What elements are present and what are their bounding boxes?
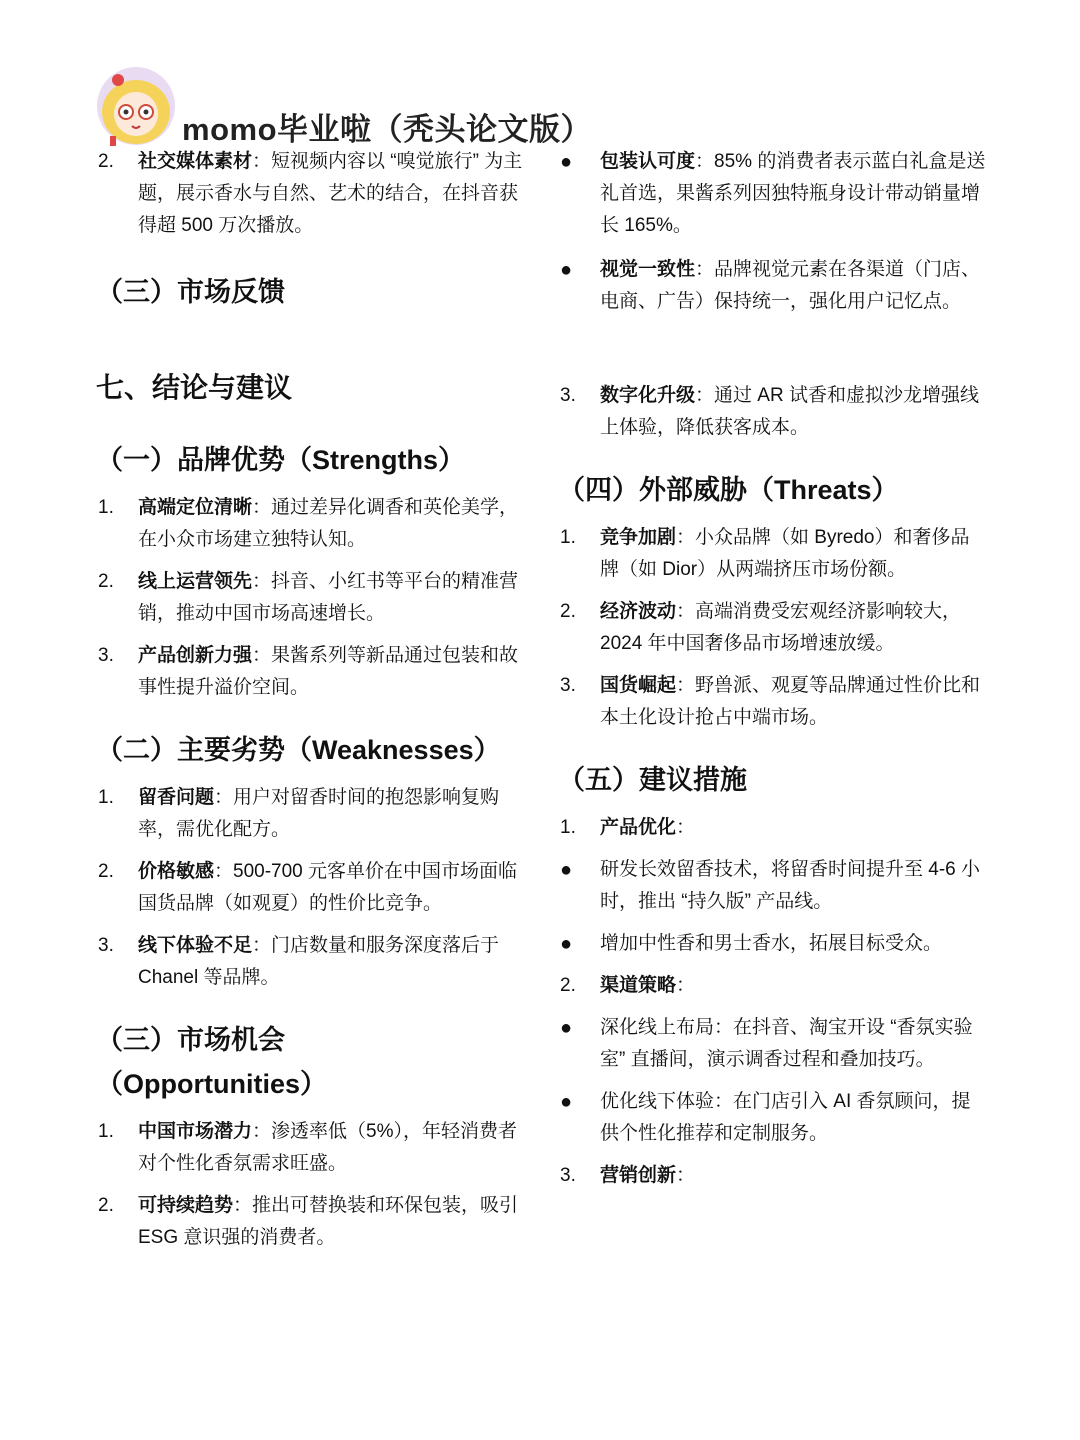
list-item-threat-3: 3. 国货崛起：野兽派、观夏等品牌通过性价比和本土化设计抢占中端市场。: [560, 675, 981, 728]
heading-market-feedback: （三）市场反馈: [96, 277, 285, 307]
bullet-icon: ●: [560, 1091, 573, 1113]
bullet-channel-2: ● 优化线下体验：在门店引入 AI 香氛顾问，提供个性化推荐和定制服务。: [558, 1086, 988, 1150]
bullet-product-2: ● 增加中性香和男士香水，拓展目标受众。: [558, 928, 988, 960]
heading-conclusion: 七、结论与建议: [96, 372, 293, 403]
page-header: [96, 66, 696, 148]
heading-opportunities-en: （Opportunities）: [96, 1069, 327, 1099]
list-item-channel: 2. 渠道策略：: [560, 975, 696, 996]
list-item-strength-3: 3. 产品创新力强：果酱系列等新品通过包装和故事性提升溢价空间。: [98, 645, 519, 698]
bullet-icon: ●: [560, 933, 573, 955]
heading-suggestions: （五）建议措施: [558, 765, 747, 795]
bullet-product-1: ● 研发长效留香技术，将留香时间提升至 4-6 小时，推出 “持久版” 产品线。: [558, 854, 988, 918]
avatar-icon: [96, 66, 176, 146]
left-column: [96, 146, 526, 1254]
bullet-icon: ●: [560, 859, 573, 881]
list-item-marketing: 3. 营销创新：: [560, 1165, 696, 1186]
right-column: [558, 146, 988, 1192]
list-item-weakness-1: 1. 留香问题：用户对留香时间的抱怨影响复购率，需优化配方。: [98, 787, 500, 840]
list-item-strength-2: 2. 线上运营领先：抖音、小红书等平台的精准营销，推动中国市场高速增长。: [98, 571, 519, 624]
bullet-visual-consistency: ● 视觉一致性：品牌视觉元素在各渠道（门店、电商、广告）保持统一，强化用户记忆点。: [558, 254, 988, 318]
bullet-icon: ●: [560, 1017, 573, 1039]
list-item-weakness-2: 2. 价格敏感：500-700 元客单价在中国市场面临国货品牌（如观夏）的性价比竞争。: [98, 861, 518, 914]
list-item-opportunity-2: 2. 可持续趋势：推出可替换装和环保包装，吸引 ESG 意识强的消费者。: [98, 1195, 519, 1248]
bullet-icon: ●: [560, 259, 573, 281]
list-item-threat-1: 1. 竞争加剧：小众品牌（如 Byredo）和奢侈品牌（如 Dior）从两端挤压市场份额。: [560, 527, 970, 580]
list-item-digital: 3. 数字化升级：通过 AR 试香和虚拟沙龙增强线上体验，降低获客成本。: [560, 385, 979, 438]
list-item-threat-2: 2. 经济波动：高端消费受宏观经济影响较大，2024 年中国奢侈品市场增速放缓。: [560, 601, 962, 654]
bullet-packaging: ● 包装认可度：85% 的消费者表示蓝白礼盒是送礼首选，果酱系列因独特瓶身设计带动销量增长 165%。: [558, 146, 988, 242]
list-item-product: 1. 产品优化：: [560, 817, 696, 838]
brand-title: momo毕业啦（秃头论文版）: [182, 112, 592, 147]
list-item-strength-1: 1. 高端定位清晰：通过差异化调香和英伦美学，在小众市场建立独特认知。: [98, 497, 519, 550]
heading-threats: （四）外部威胁（Threats）: [558, 475, 899, 505]
list-item-social-media: 2. 社交媒体素材：短视频内容以 “嗅觉旅行” 为主题，展示香水与自然、艺术的结合，在抖音获得超 500 万次播放。: [98, 151, 523, 236]
list-item-weakness-3: 3. 线下体验不足：门店数量和服务深度落后于 Chanel 等品牌。: [98, 935, 500, 988]
heading-strengths: （一）品牌优势（Strengths）: [96, 445, 466, 475]
list-item-opportunity-1: 1. 中国市场潜力：渗透率低（5%），年轻消费者对个性化香氛需求旺盛。: [98, 1121, 517, 1174]
bullet-icon: ●: [560, 151, 573, 173]
heading-weaknesses: （二）主要劣势（Weaknesses）: [96, 735, 501, 765]
bullet-channel-1: ● 深化线上布局：在抖音、淘宝开设 “香氛实验室” 直播间，演示调香过程和叠加技巧。: [558, 1012, 988, 1076]
heading-opportunities: （三）市场机会: [96, 1025, 285, 1055]
